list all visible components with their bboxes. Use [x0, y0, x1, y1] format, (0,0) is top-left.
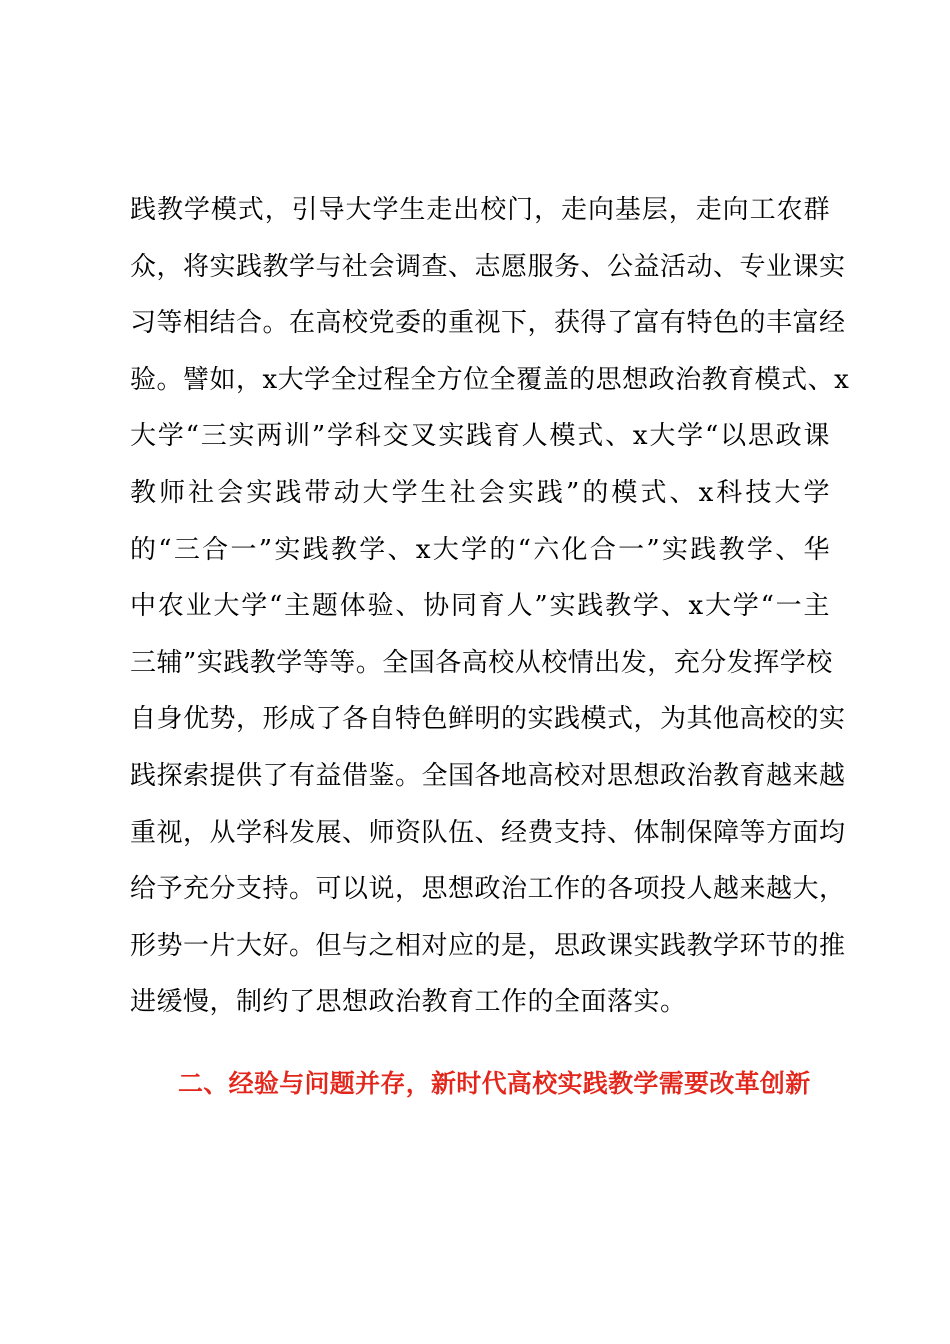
- paragraph-line: 验。譬如，x大学全过程全方位全覆盖的思想政治教育模式、x: [130, 364, 850, 395]
- paragraph-line: 自身优势，形成了各自特色鲜明的实践模式，为其他高校的实: [130, 704, 846, 735]
- paragraph-line: 形势一片大好。但与之相对应的是，思政课实践教学环节的推: [130, 930, 846, 961]
- paragraph-line: 给予充分支持。可以说，思想政治工作的各项投人越来越大，: [130, 874, 846, 905]
- paragraph-line: 教师社会实践带动大学生社会实践”的模式、x科技大学: [130, 477, 830, 508]
- paragraph-line: 重视，从学科发展、师资队伍、经费支持、体制保障等方面均: [130, 817, 846, 848]
- paragraph-line: 大学“三实两训”学科交叉实践育人模式、x大学“以思政课: [130, 421, 830, 452]
- paragraph-line: 践教学模式，引导大学生走出校门，走向基层，走向工农群: [130, 195, 830, 225]
- paragraph-line: 三辅”实践教学等等。全国各高校从校情出发，充分发挥学校: [130, 647, 833, 678]
- paragraph-line: 习等相结合。在高校党委的重视下，获得了富有特色的丰富经: [130, 308, 846, 339]
- paragraph-line: 践探索提供了有益借鉴。全国各地高校对思想政治教育越来越: [130, 760, 846, 791]
- paragraph-line-last: 进缓慢，制约了思想政治教育工作的全面落实。: [130, 987, 687, 1018]
- paragraph-line: 中农业大学“主题体验、协同育人”实践教学、x大学“一主: [130, 591, 830, 622]
- paragraph-line: 的“三合一”实践教学、x大学的“六化合一”实践教学、华: [130, 534, 830, 565]
- body-paragraph: [130, 182, 850, 1031]
- paragraph-line: 众，将实践教学与社会调查、志愿服务、公益活动、专业课实: [130, 251, 846, 282]
- section-heading: 二、经验与问题并存，新时代高校实践教学需要改革创新: [178, 1069, 811, 1098]
